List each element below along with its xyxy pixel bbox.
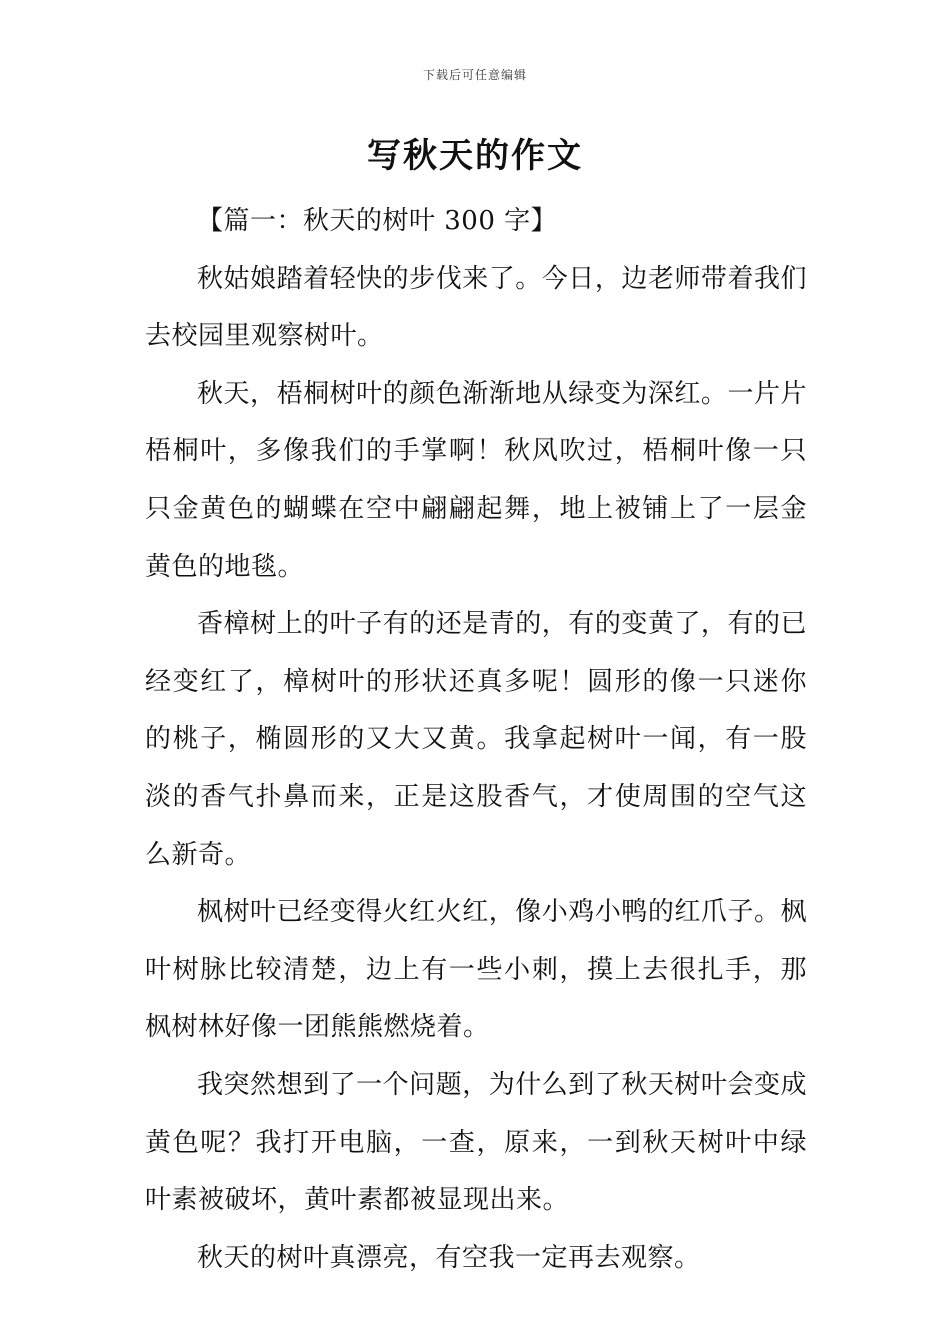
paragraph: 我突然想到了一个问题，为什么到了秋天树叶会变成黄色呢？我打开电脑，一查，原来，一到秋天树叶中绿叶素被破坏，黄叶素都被显现出来。 — [145, 1069, 807, 1216]
section-heading: 【篇一：秋天的树叶 300 字】 — [197, 206, 558, 236]
paragraph: 秋天的树叶真漂亮，有空我一定再去观察。 — [197, 1242, 701, 1273]
paragraph: 香樟树上的叶子有的还是青的，有的变黄了，有的已经变红了，樟树叶的形状还真多呢！圆形的像一只迷你的桃子，椭圆形的又大又黄。我拿起树叶一闻，有一股淡的香气扑鼻而来，正是这股香气，才使周围的空气这么新奇。 — [145, 609, 807, 870]
paragraph: 秋天，梧桐树叶的颜色渐渐地从绿变为深红。一片片梧桐叶，多像我们的手掌啊！秋风吹过，梧桐叶像一只只金黄色的蝴蝶在空中翩翩起舞，地上被铺上了一层金黄色的地毯。 — [145, 378, 807, 582]
paragraph: 枫树叶已经变得火红火红，像小鸡小鸭的红爪子。枫叶树脉比较清楚，边上有一些小刺，摸上去很扎手，那枫树林好像一团熊熊燃烧着。 — [145, 897, 807, 1043]
document-body — [145, 193, 807, 1287]
header-note: 下载后可任意编辑 — [422, 68, 527, 82]
paragraph: 秋姑娘踏着轻快的步伐来了。今日，边老师带着我们去校园里观察树叶。 — [145, 263, 807, 352]
document-title: 写秋天的作文 — [367, 136, 583, 176]
